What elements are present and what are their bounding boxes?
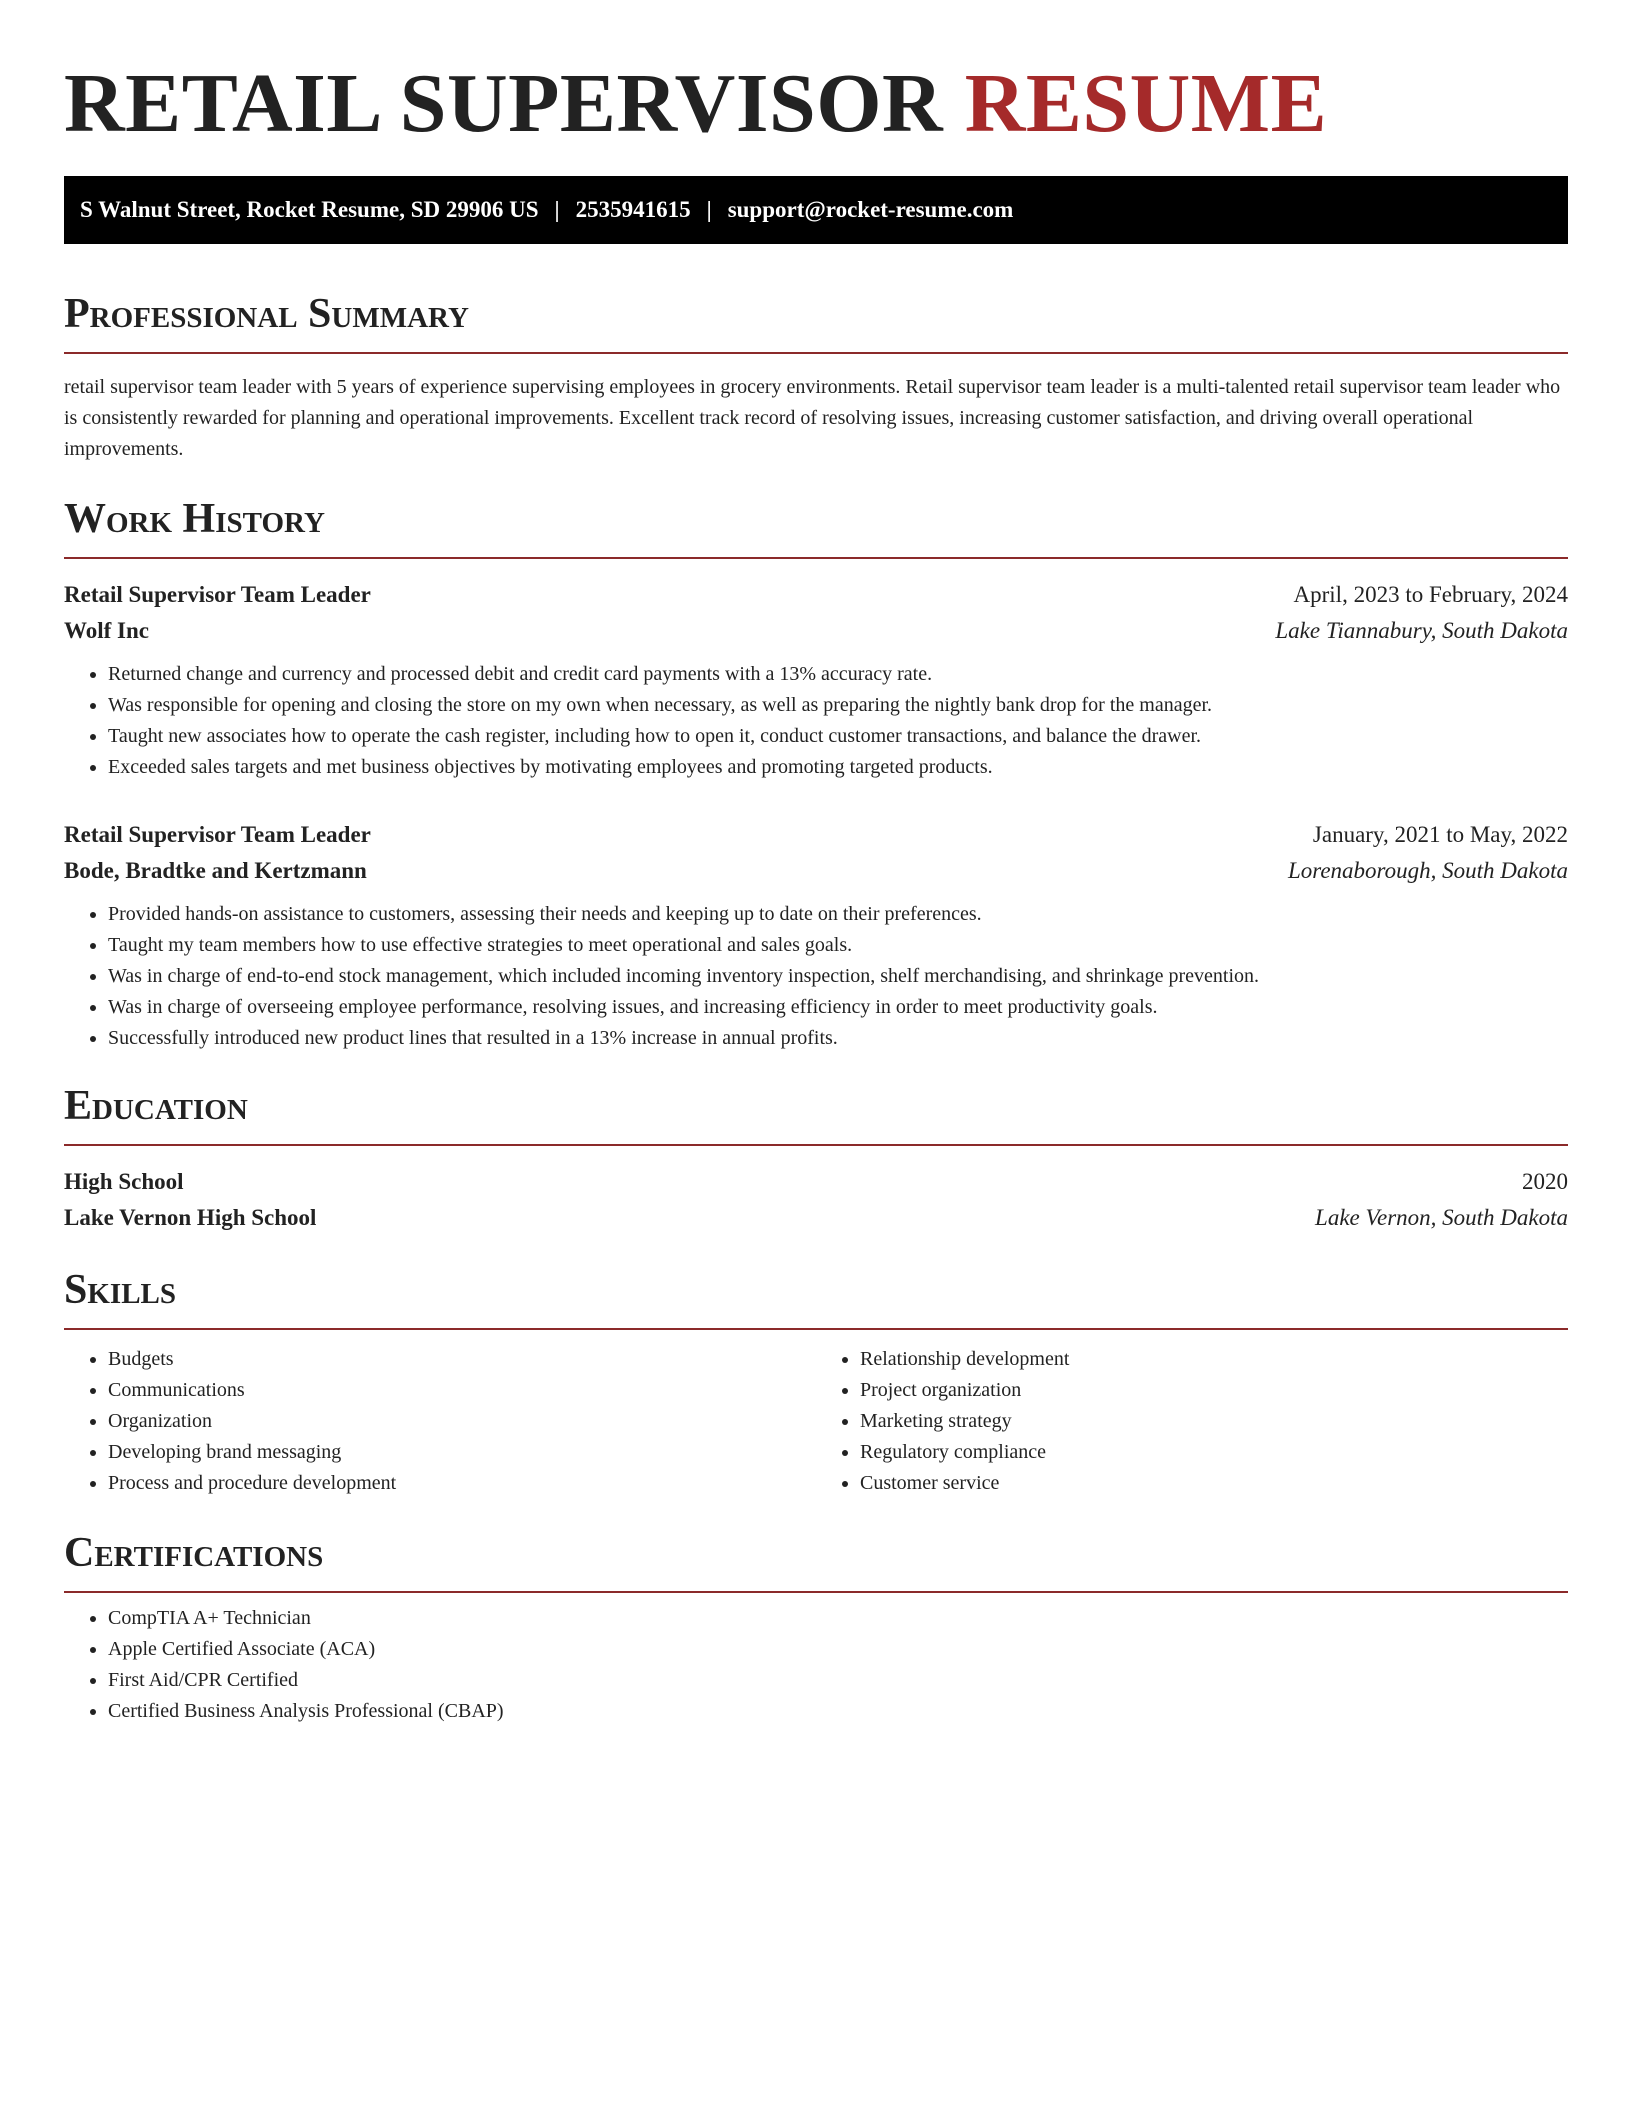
- job-company: Wolf Inc: [64, 618, 149, 643]
- contact-separator: |: [554, 197, 560, 222]
- job-duty: • Was in charge of end-to-end stock management, which included incoming inventory inspection, shelf merchandising, and shrinkage prevention.: [108, 961, 1568, 992]
- certifications-list: [64, 1603, 1568, 1727]
- skill-item: • Process and procedure development: [108, 1468, 816, 1499]
- certification-item: • Apple Certified Associate (ACA): [108, 1634, 1568, 1665]
- certification-item: • Certified Business Analysis Professional (CBAP): [108, 1696, 1568, 1727]
- job-duty: • Taught new associates how to operate the cash register, including how to open it, conduct customer transactions, and balance the drawer.: [108, 721, 1568, 752]
- job-company: Bode, Bradtke and Kertzmann: [64, 858, 367, 883]
- job-duty: • Successfully introduced new product lines that resulted in a 13% increase in annual profits.: [108, 1023, 1568, 1054]
- job-title: Retail Supervisor Team Leader: [64, 822, 371, 847]
- skill-item: • Relationship development: [860, 1344, 1568, 1375]
- skill-item: • Communications: [108, 1375, 816, 1406]
- job-duties-list: [64, 659, 1568, 783]
- skills-list-right: [816, 1344, 1568, 1499]
- skill-item: • Marketing strategy: [860, 1406, 1568, 1437]
- job-header-row: [64, 577, 1568, 613]
- job-duty: • Exceeded sales targets and met business objectives by motivating employees and promoting targeted products.: [108, 752, 1568, 783]
- contact-phone: 2535941615: [575, 197, 691, 222]
- education-school-row: [64, 1200, 1568, 1236]
- summary-heading: Professional Summary: [64, 288, 1568, 354]
- job-duty: • Provided hands-on assistance to customers, assessing their needs and keeping up to date on their preferences.: [108, 899, 1568, 930]
- job-entry: [64, 577, 1568, 783]
- job-header-row: [64, 817, 1568, 853]
- contact-bar: [64, 176, 1568, 244]
- education-school: Lake Vernon High School: [64, 1205, 317, 1230]
- contact-address: S Walnut Street, Rocket Resume, SD 29906 US: [80, 197, 539, 222]
- job-location: Lorenaborough, South Dakota: [1287, 858, 1568, 883]
- skill-item: • Organization: [108, 1406, 816, 1437]
- certification-item: • CompTIA A+ Technician: [108, 1603, 1568, 1634]
- skill-item: • Project organization: [860, 1375, 1568, 1406]
- education-entry: [64, 1164, 1568, 1236]
- job-duties-list: [64, 899, 1568, 1054]
- skill-item: • Budgets: [108, 1344, 816, 1375]
- certifications-heading: Certifications: [64, 1527, 1568, 1593]
- job-entry: [64, 817, 1568, 1054]
- job-company-row: [64, 613, 1568, 649]
- job-title: Retail Supervisor Team Leader: [64, 582, 371, 607]
- skills-grid: [64, 1344, 1568, 1499]
- resume-page: [64, 0, 1568, 1727]
- job-duty: • Taught my team members how to use effective strategies to meet operational and sales goals.: [108, 930, 1568, 961]
- education-location: Lake Vernon, South Dakota: [1315, 1205, 1568, 1230]
- certification-item: • First Aid/CPR Certified: [108, 1665, 1568, 1696]
- title-main: RETAIL SUPERVISOR: [64, 57, 944, 150]
- title-accent: RESUME: [964, 57, 1328, 150]
- resume-title: [64, 0, 1568, 152]
- education-heading: Education: [64, 1080, 1568, 1146]
- job-dates: January, 2021 to May, 2022: [1312, 822, 1568, 847]
- job-company-row: [64, 853, 1568, 889]
- contact-email: support@rocket-resume.com: [727, 197, 1014, 222]
- job-dates: April, 2023 to February, 2024: [1293, 582, 1568, 607]
- skills-list-left: [64, 1344, 816, 1499]
- work-history-heading: Work History: [64, 493, 1568, 559]
- skills-heading: Skills: [64, 1264, 1568, 1330]
- education-degree: High School: [64, 1169, 184, 1194]
- skill-item: • Regulatory compliance: [860, 1437, 1568, 1468]
- skill-item: • Developing brand messaging: [108, 1437, 816, 1468]
- job-location: Lake Tiannabury, South Dakota: [1275, 618, 1568, 643]
- education-year: 2020: [1522, 1169, 1568, 1194]
- skill-item: • Customer service: [860, 1468, 1568, 1499]
- summary-text: retail supervisor team leader with 5 years of experience supervising employees in grocery environments. Retail supervisor team leader is a multi-talented retail supervisor team leader who is consistently rewarded for planning and operational improvements. Excellent track record of resolving issues, increasing customer satisfaction, and driving overall operational improvements.: [64, 376, 1561, 460]
- job-duty: • Returned change and currency and processed debit and credit card payments with a 13% accuracy rate.: [108, 659, 1568, 690]
- contact-separator: |: [706, 197, 712, 222]
- education-degree-row: [64, 1164, 1568, 1200]
- job-duty: • Was in charge of overseeing employee performance, resolving issues, and increasing efficiency in order to meet productivity goals.: [108, 992, 1568, 1023]
- job-duty: • Was responsible for opening and closing the store on my own when necessary, as well as preparing the nightly bank drop for the manager.: [108, 690, 1568, 721]
